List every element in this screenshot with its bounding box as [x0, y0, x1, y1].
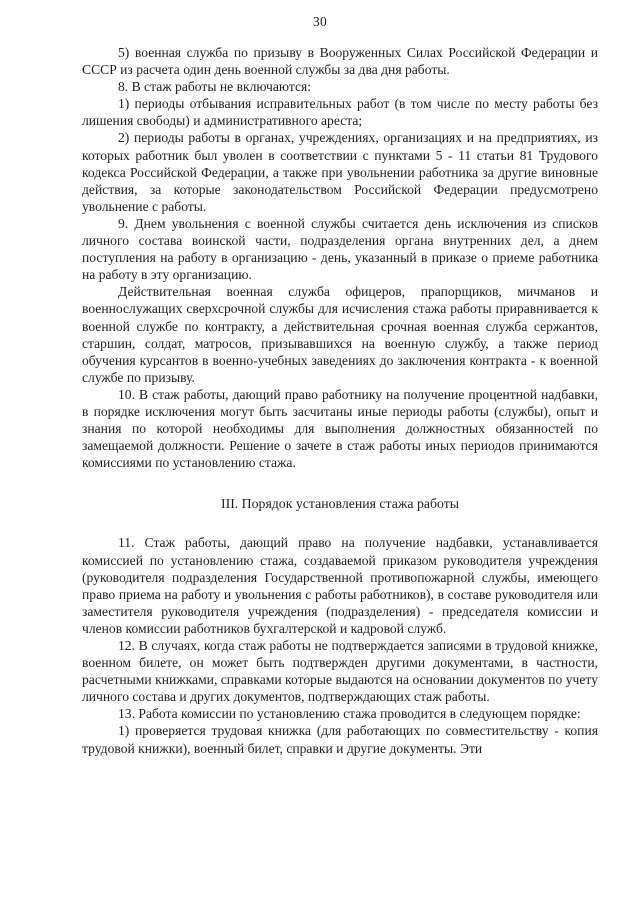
paragraph-8-not-included: 8. В стаж работы не включаются: [118, 79, 312, 95]
paragraph-11-commission: 11. Стаж работы, дающий право на получение надбавки, устанавливается комиссией по установлению стажа, создаваемой приказом руководителя учреждения (руководителя подразделения Государственной противопожарной службы, имеющего право приема на работу и увольнения с работы работников), в составе руководителя или заместителя руководителя учреждения (подразделения) - председателя комиссии и членов комиссии работников бухгалтерской и кадровой служб. [82, 535, 598, 636]
paragraph-10-other-periods: 10. В стаж работы, дающий право работнику на получение процентной надбавки, в порядке исключения могут быть засчитаны иные периоды работы (службы), опыт и знания по которой необходимы для выполнения должностных обязанностей по замещаемой должности. Решение о зачете в стаж работы иных периодов принимаются комиссиями по установлению стажа. [82, 386, 598, 471]
paragraph-12-other-documents: 12. В случаях, когда стаж работы не подтверждается записями в трудовой книжке, военном билете, он может быть подтвержден другими документами, в частности, расчетными книжками, справками которые выдаются на основании документов по учету личного состава и других документов, подтверждающих стаж работы. [82, 638, 598, 705]
paragraph-13-1-work-book-check: 1) проверяется трудовая книжка (для работающих по совместительству - копия трудовой книжки), военный билет, справки и другие документы. Эти [82, 723, 598, 756]
paragraph-8-1-correctional-work: 1) периоды отбывания исправительных работ (в том числе по месту работы без лишения свободы) и административного ареста; [82, 96, 598, 129]
paragraph-9-discharge-day: 9. Днем увольнения с военной службы считается день исключения из списков личного состава воинской части, подразделения органа внутренних дел, а днем поступления на работу в организацию - день, указанный в приказе о приеме работника на работу в эту организацию. [82, 215, 598, 283]
page-number: 30 [312, 14, 328, 29]
section-heading: III. Порядок установления стажа работы [221, 496, 459, 512]
paragraph-5-military-service: 5) военная служба по призыву в Вооруженных Силах Российской Федерации и СССР из расчета один день военной службы за два дня работы. [82, 45, 598, 78]
paragraph-8-2-dismissal: 2) периоды работы в органах, учреждениях, организациях и на предприятиях, из которых работник был уволен в соответствии с пунктами 5 - 11 статьи 81 Трудового кодекса Российской Федерации, а также при увольнении работника за другие виновные действия, за которые законодательством Российской Федерации предусмотрено увольнение с работы. [82, 130, 598, 214]
paragraph-9-active-service: Действительная военная служба офицеров, прапорщиков, мичманов и военнослужащих сверхсрочной службы для исчисления стажа работы приравнивается к военной службе по контракту, а действительная срочная военная служба сержантов, старшин, солдат, матросов, призывавшихся на военную службу, а также период обучения курсантов в военно-учебных заведениях до заключения контракта - к военной службе по призыву. [82, 284, 598, 385]
document-body [82, 44, 598, 757]
paragraph-13-procedure: 13. Работа комиссии по установлению стажа проводится в следующем порядке: [118, 706, 581, 722]
